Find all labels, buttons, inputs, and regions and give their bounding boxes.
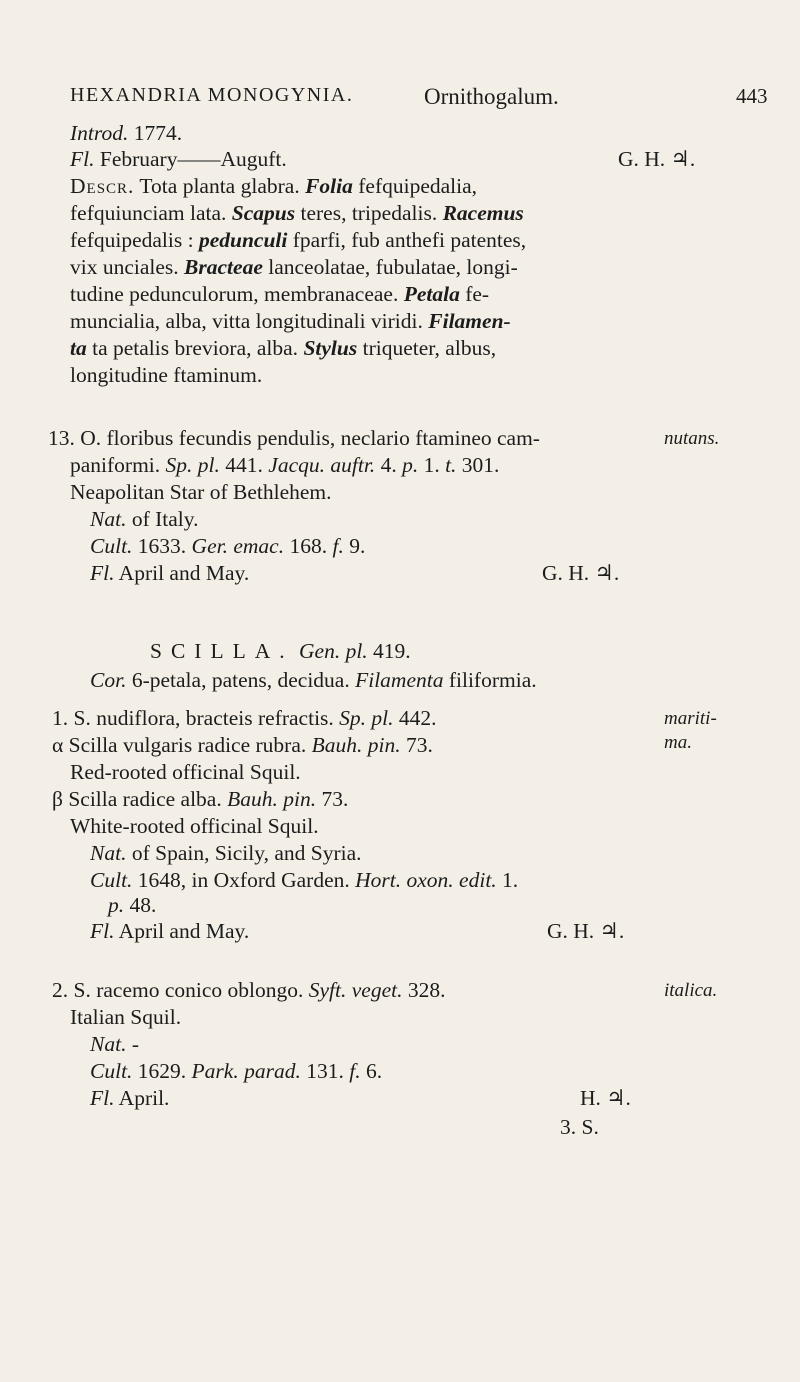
english-name: Red-rooted officinal Squil. [70, 760, 301, 784]
cultivation-line: Cult. 1633. Ger. emac. 168. f. 9. [90, 534, 366, 558]
margin-species-name-cont: ma. [664, 732, 692, 753]
flowering-line: Fl. April and May. G. H. ♃. [90, 919, 625, 943]
description-line: fefquiunciam lata. Scapus teres, tripedalis. Racemus [70, 201, 524, 225]
english-name: Neapolitan Star of Bethlehem. [70, 480, 332, 504]
species-diagnosis-line: 2. S. racemo conico oblongo. Syft. veget. 328. [52, 978, 446, 1002]
species-diagnosis-line: 13. O. floribus fecundis pendulis, neclario ftamineo cam- [48, 426, 540, 450]
margin-species-name: mariti- [664, 708, 717, 729]
page-number: 443 [736, 84, 768, 108]
variety-beta-line: β Scilla radice alba. Bauh. pin. 73. [52, 787, 349, 811]
cultivation-line-cont: p. 48. [108, 893, 157, 917]
description-line: ta ta petalis breviora, alba. Stylus triqueter, albus, [70, 336, 497, 360]
flowering-line: Fl. April and May. G. H. ♃. [90, 561, 620, 585]
catchword: 3. S. [560, 1115, 599, 1139]
english-name: White-rooted officinal Squil. [70, 814, 319, 838]
flowering-line: Fl. February——Auguft. G. H. ♃. [70, 147, 696, 171]
introd-line: Introd. 1774. [70, 121, 183, 145]
genus-heading: SCILLA. Gen. pl. 419. [150, 639, 411, 663]
flowering-line: Fl. April. H. ♃. [90, 1086, 631, 1110]
habitat-mark: G. H. ♃. [618, 147, 696, 171]
description-line: longitudine ftaminum. [70, 363, 263, 387]
description-line: vix unciales. Bracteae lanceolatae, fubulatae, longi- [70, 255, 518, 279]
english-name: Italian Squil. [70, 1005, 182, 1029]
native-line: Nat. of Italy. [90, 507, 199, 531]
cultivation-line: Cult. 1648, in Oxford Garden. Hort. oxon. edit. 1. [90, 868, 519, 892]
margin-species-name: nutans. [664, 428, 720, 449]
variety-alpha-line: α Scilla vulgaris radice rubra. Bauh. pin. 73. [52, 733, 433, 757]
native-line: Nat. - [90, 1032, 139, 1056]
habitat-mark: G. H. ♃. [547, 919, 625, 943]
margin-species-name: italica. [664, 980, 718, 1001]
running-header-classification: HEXANDRIA MONOGYNIA. [70, 84, 354, 106]
species-reference-line: paniformi. Sp. pl. 441. Jacqu. auftr. 4. p. 1. t. 301. [70, 453, 500, 477]
cultivation-line: Cult. 1629. Park. parad. 131. f. 6. [90, 1059, 383, 1083]
description-line: Descr. Tota planta glabra. Folia fefquipedalia, [70, 174, 478, 198]
habitat-mark: G. H. ♃. [542, 561, 620, 585]
running-header-genus: Ornithogalum. [424, 84, 559, 109]
description-line: muncialia, alba, vitta longitudinali viridi. Filamen- [70, 309, 511, 333]
species-diagnosis-line: 1. S. nudiflora, bracteis refractis. Sp. pl. 442. [52, 706, 437, 730]
native-line: Nat. of Spain, Sicily, and Syria. [90, 841, 362, 865]
genus-character-line: Cor. 6-petala, patens, decidua. Filamenta filiformia. [90, 668, 537, 692]
description-line: tudine pedunculorum, membranaceae. Petala fe- [70, 282, 490, 306]
description-line: fefquipedalis : pedunculi fparfi, fub anthefi patentes, [70, 228, 527, 252]
habitat-mark: H. ♃. [580, 1086, 631, 1110]
